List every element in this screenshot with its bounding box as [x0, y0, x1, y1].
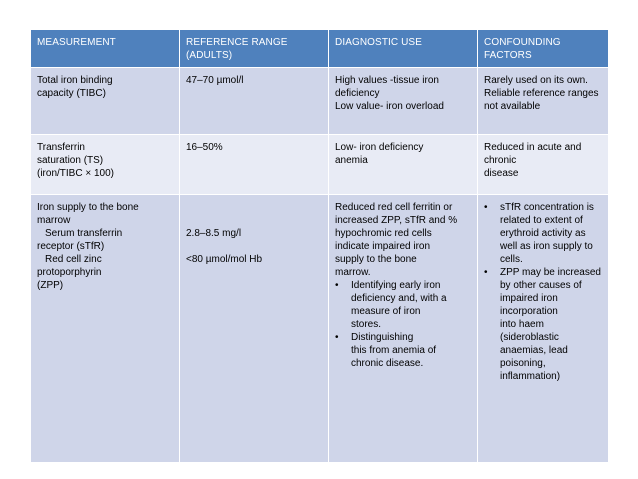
- cell-line: (sideroblastic: [500, 332, 559, 343]
- cell-line: increased ZPP, sTfR and %: [335, 215, 458, 226]
- cell-factors: [478, 68, 609, 135]
- cell-line: incorporation: [500, 306, 558, 317]
- cell-line: chronic: [484, 155, 517, 166]
- cell-line: Low value- iron overload: [335, 101, 444, 112]
- cell-line: by other causes of: [500, 280, 582, 291]
- cell-measurement: [31, 68, 180, 135]
- bullet-icon: •: [335, 332, 339, 343]
- cell-line: not available: [484, 101, 541, 112]
- bullet-icon: •: [484, 202, 488, 213]
- use-bullet-list: [335, 279, 473, 370]
- cell-line: cells.: [500, 254, 523, 265]
- cell-line: into haem: [500, 319, 544, 330]
- header-row: [31, 30, 609, 68]
- cell-line: Reliable reference ranges: [484, 88, 599, 99]
- cell-line: this from anemia of: [351, 345, 437, 356]
- range-value-zpp: <80 µmol/mol Hb: [186, 254, 263, 265]
- iron-tests-table: [30, 29, 609, 463]
- cell-factors: [478, 195, 609, 463]
- cell-line: supply to the bone: [335, 254, 417, 265]
- cell-line: impaired iron: [500, 293, 558, 304]
- list-item: [484, 266, 604, 383]
- cell-measurement: [31, 135, 180, 195]
- bullet-icon: •: [484, 267, 488, 278]
- cell-use: [329, 195, 478, 463]
- header-reference-line: (ADULTS): [186, 50, 233, 61]
- cell-line: deficiency: [335, 88, 380, 99]
- table-row-transferrin-saturation: [31, 135, 609, 195]
- cell-line: Reduced red cell ferritin or: [335, 202, 453, 213]
- cell-line: Rarely used on its own.: [484, 75, 588, 86]
- cell-range: [180, 195, 329, 463]
- cell-line: chronic disease.: [351, 358, 424, 369]
- factors-bullet-list: [484, 201, 604, 383]
- cell-line: saturation (TS): [37, 155, 104, 166]
- cell-line: Transferrin: [37, 142, 85, 153]
- header-confounding-factors: CONFOUNDING FACTORS: [478, 30, 609, 68]
- cell-line: Iron supply to the bone: [37, 202, 139, 213]
- cell-line: marrow: [37, 215, 71, 226]
- cell-line: anemia: [335, 155, 368, 166]
- cell-line: erythroid activity as: [500, 228, 586, 239]
- range-value-stfr: 2.8–8.5 mg/l: [186, 228, 242, 239]
- cell-factors: [478, 135, 609, 195]
- cell-line: Total iron binding: [37, 75, 113, 86]
- cell-line: High values -tissue iron: [335, 75, 439, 86]
- cell-line: well as iron supply to: [500, 241, 593, 252]
- list-item: [335, 279, 473, 331]
- cell-line: related to extent of: [500, 215, 583, 226]
- cell-measurement: [31, 195, 180, 463]
- cell-use: [329, 68, 478, 135]
- cell-line: indicate impaired iron: [335, 241, 431, 252]
- bullet-icon: •: [335, 280, 339, 291]
- cell-line: stores.: [351, 319, 382, 330]
- cell-line: inflammation): [500, 371, 561, 382]
- cell-line: (iron/TIBC × 100): [37, 168, 114, 179]
- cell-range: [180, 68, 329, 135]
- cell-line: hypochromic red cells: [335, 228, 432, 239]
- cell-line: Distinguishing: [351, 332, 414, 343]
- cell-line: 16–50%: [186, 142, 223, 153]
- cell-line: ZPP may be increased: [500, 267, 601, 278]
- header-measurement: MEASUREMENT: [31, 30, 180, 68]
- cell-range: [180, 135, 329, 195]
- cell-line: receptor (sTfR): [37, 241, 105, 252]
- cell-line: Low- iron deficiency: [335, 142, 424, 153]
- table-row-iron-supply: [31, 195, 609, 463]
- cell-line: protoporphyrin: [37, 267, 102, 278]
- cell-line: sTfR concentration is: [500, 202, 594, 213]
- cell-line: Red cell zinc: [45, 254, 102, 265]
- list-item: [484, 201, 604, 266]
- cell-line: marrow.: [335, 267, 371, 278]
- cell-line: (ZPP): [37, 280, 64, 291]
- header-reference-line: REFERENCE RANGE: [186, 37, 288, 48]
- cell-line: deficiency and, with a: [351, 293, 447, 304]
- cell-line: 47–70 µmol/l: [186, 75, 244, 86]
- cell-line: measure of iron: [351, 306, 421, 317]
- cell-line: disease: [484, 168, 519, 179]
- cell-use: [329, 135, 478, 195]
- table-row-tibc: [31, 68, 609, 135]
- cell-line: Serum transferrin: [45, 228, 123, 239]
- cell-line: anaemias, lead: [500, 345, 568, 356]
- cell-line: poisoning,: [500, 358, 546, 369]
- cell-line: Identifying early iron: [351, 280, 441, 291]
- header-diagnostic-use: DIAGNOSTIC USE: [329, 30, 478, 68]
- list-item: [335, 331, 473, 370]
- cell-line: Reduced in acute and: [484, 142, 582, 153]
- header-reference-range: [180, 30, 329, 68]
- cell-line: capacity (TIBC): [37, 88, 106, 99]
